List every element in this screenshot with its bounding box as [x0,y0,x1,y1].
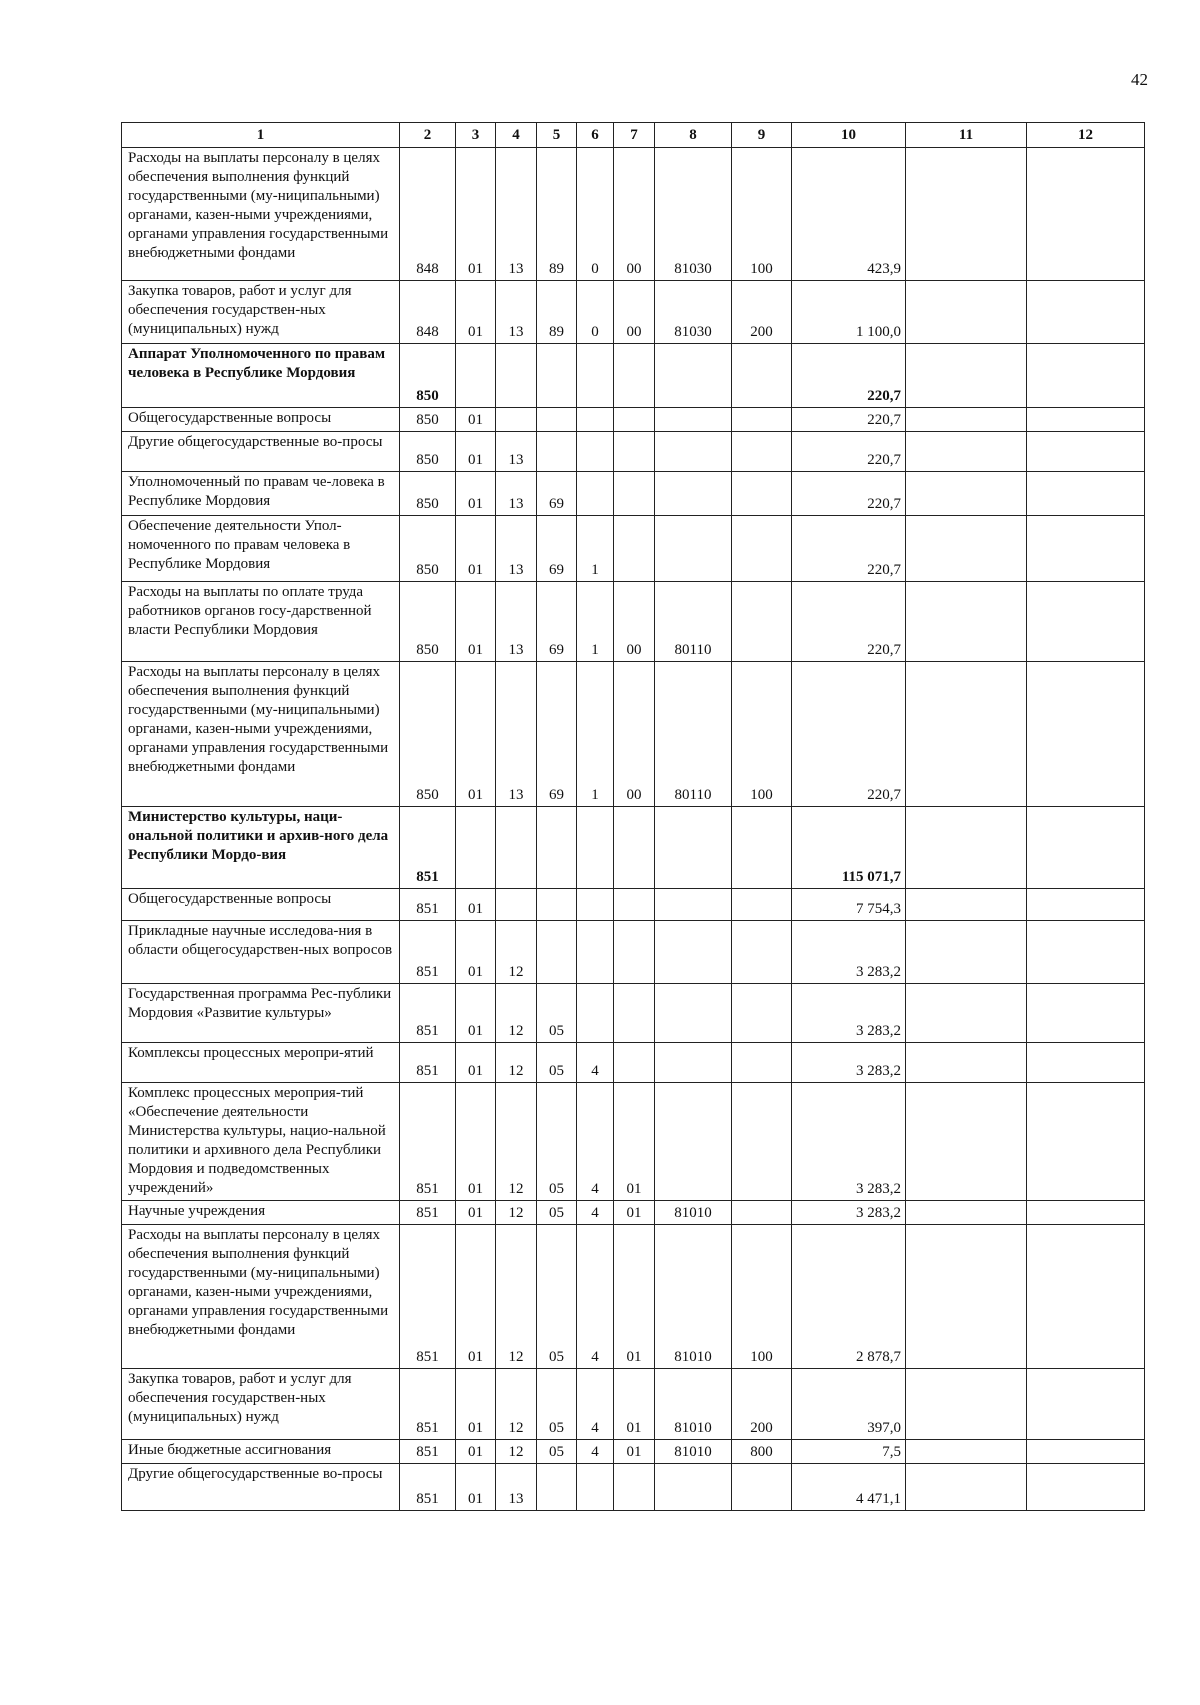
row-empty-c12 [1027,344,1145,408]
row-code-c9 [732,921,792,984]
row-code-c7 [614,432,655,472]
row-code-c9 [732,344,792,408]
row-empty-c12 [1027,1083,1145,1201]
row-code-c5: 05 [537,984,577,1043]
row-name: Комплексы процессных меропри-ятий [122,1043,400,1083]
row-code-c9 [732,1043,792,1083]
row-code-c2: 851 [400,984,456,1043]
row-amount: 423,9 [792,148,906,281]
row-code-c2: 851 [400,921,456,984]
row-code-c9: 800 [732,1440,792,1464]
row-code-c8 [655,408,732,432]
row-code-c5: 05 [537,1201,577,1225]
row-code-c3: 01 [456,472,496,516]
row-name: Другие общегосударственные во-просы [122,432,400,472]
row-name: Обеспечение деятельности Упол-номоченного по правам человека в Республике Мордовия [122,516,400,582]
row-empty-c12 [1027,408,1145,432]
row-code-c6 [577,889,614,921]
column-header: 2 [400,123,456,148]
row-code-c7 [614,807,655,889]
column-header: 1 [122,123,400,148]
row-code-c4: 12 [496,1369,537,1440]
row-code-c2: 850 [400,432,456,472]
row-amount: 220,7 [792,662,906,807]
row-empty-c12 [1027,472,1145,516]
row-empty-c11 [906,1464,1027,1511]
row-code-c4: 12 [496,1225,537,1369]
row-code-c3: 01 [456,516,496,582]
row-code-c4: 13 [496,662,537,807]
column-header: 11 [906,123,1027,148]
row-code-c3: 01 [456,1201,496,1225]
row-code-c8: 81010 [655,1440,732,1464]
table-row [122,582,1145,662]
row-code-c2: 850 [400,516,456,582]
row-code-c8 [655,889,732,921]
column-header: 9 [732,123,792,148]
row-empty-c11 [906,1201,1027,1225]
table-row [122,148,1145,281]
column-header: 10 [792,123,906,148]
row-code-c2: 848 [400,281,456,344]
row-code-c3: 01 [456,1083,496,1201]
row-amount: 220,7 [792,582,906,662]
row-name: Другие общегосударственные во-просы [122,1464,400,1511]
table-row [122,1225,1145,1369]
table-row [122,889,1145,921]
row-code-c5 [537,432,577,472]
row-amount: 3 283,2 [792,984,906,1043]
row-code-c6: 4 [577,1369,614,1440]
row-name: Комплекс процессных мероприя-тий «Обеспечение деятельности Министерства культуры, нацио-нальной политики и архивного дела Республики Мордовия и подведомственных учреждений» [122,1083,400,1201]
row-code-c8 [655,1083,732,1201]
row-name: Закупка товаров, работ и услуг для обеспечения государствен-ных (муниципальных) нужд [122,1369,400,1440]
row-code-c6: 1 [577,582,614,662]
table-row [122,344,1145,408]
row-empty-c11 [906,1083,1027,1201]
table-row [122,1440,1145,1464]
row-empty-c11 [906,408,1027,432]
row-empty-c12 [1027,1369,1145,1440]
budget-table [121,122,1145,1511]
row-code-c2: 850 [400,408,456,432]
row-code-c8: 81030 [655,148,732,281]
row-code-c5: 05 [537,1083,577,1201]
row-amount: 3 283,2 [792,1083,906,1201]
row-code-c5 [537,1464,577,1511]
row-name: Закупка товаров, работ и услуг для обеспечения государствен-ных (муниципальных) нужд [122,281,400,344]
row-code-c5: 89 [537,148,577,281]
row-name: Министерство культуры, наци-ональной политики и архив-ного дела Республики Мордо-вия [122,807,400,889]
row-code-c6 [577,344,614,408]
row-code-c6: 1 [577,662,614,807]
row-name: Научные учреждения [122,1201,400,1225]
row-code-c8 [655,516,732,582]
row-code-c4: 12 [496,1201,537,1225]
row-code-c3 [456,807,496,889]
row-code-c8: 81010 [655,1201,732,1225]
row-amount: 1 100,0 [792,281,906,344]
row-empty-c12 [1027,1440,1145,1464]
row-code-c5: 05 [537,1043,577,1083]
row-code-c5: 05 [537,1225,577,1369]
row-code-c3: 01 [456,281,496,344]
row-code-c7 [614,472,655,516]
row-code-c6 [577,807,614,889]
row-empty-c11 [906,807,1027,889]
row-code-c7 [614,889,655,921]
row-empty-c12 [1027,1464,1145,1511]
row-code-c8 [655,1043,732,1083]
table-row [122,807,1145,889]
row-code-c8 [655,344,732,408]
row-code-c4: 13 [496,148,537,281]
row-empty-c11 [906,1440,1027,1464]
row-code-c4: 12 [496,1440,537,1464]
column-header: 4 [496,123,537,148]
row-empty-c12 [1027,148,1145,281]
row-empty-c11 [906,344,1027,408]
row-amount: 2 878,7 [792,1225,906,1369]
row-code-c9: 200 [732,281,792,344]
row-code-c8 [655,921,732,984]
row-code-c4: 13 [496,516,537,582]
row-code-c5 [537,408,577,432]
row-code-c2: 851 [400,1201,456,1225]
row-amount: 3 283,2 [792,1043,906,1083]
table-row [122,1201,1145,1225]
row-code-c4: 13 [496,432,537,472]
row-code-c4 [496,344,537,408]
row-code-c9: 200 [732,1369,792,1440]
table-row [122,432,1145,472]
column-header: 12 [1027,123,1145,148]
row-code-c6 [577,984,614,1043]
row-code-c9 [732,582,792,662]
row-code-c3: 01 [456,1440,496,1464]
row-empty-c11 [906,889,1027,921]
row-amount: 397,0 [792,1369,906,1440]
row-code-c8 [655,984,732,1043]
row-code-c6: 4 [577,1201,614,1225]
row-code-c3: 01 [456,889,496,921]
row-code-c6: 0 [577,148,614,281]
table-row [122,281,1145,344]
row-code-c7: 00 [614,281,655,344]
row-code-c7 [614,1464,655,1511]
row-code-c7: 01 [614,1440,655,1464]
table-row [122,1464,1145,1511]
row-code-c2: 850 [400,662,456,807]
row-code-c7 [614,516,655,582]
row-code-c8: 81010 [655,1225,732,1369]
row-code-c5: 05 [537,1440,577,1464]
row-code-c6 [577,432,614,472]
row-empty-c12 [1027,984,1145,1043]
row-empty-c12 [1027,432,1145,472]
table-row [122,1083,1145,1201]
row-code-c9 [732,472,792,516]
table-body [122,148,1145,1511]
row-code-c9: 100 [732,662,792,807]
row-code-c5 [537,889,577,921]
row-amount: 7,5 [792,1440,906,1464]
row-code-c7: 01 [614,1083,655,1201]
row-code-c9 [732,516,792,582]
row-name: Расходы на выплаты персоналу в целях обеспечения выполнения функций государственными (му-ниципальными) органами, казен-ными учреждениями, органами управления государственными внебюджетными фондами [122,1225,400,1369]
row-code-c8: 81010 [655,1369,732,1440]
row-code-c5: 69 [537,472,577,516]
column-header: 6 [577,123,614,148]
row-code-c8 [655,432,732,472]
row-code-c3: 01 [456,582,496,662]
header-row [122,123,1145,148]
row-empty-c12 [1027,1201,1145,1225]
row-code-c2: 851 [400,1369,456,1440]
row-name: Расходы на выплаты персоналу в целях обеспечения выполнения функций государственными (му-ниципальными) органами, казен-ными учреждениями, органами управления государственными внебюджетными фондами [122,662,400,807]
row-code-c9: 100 [732,1225,792,1369]
row-amount: 220,7 [792,472,906,516]
column-header: 3 [456,123,496,148]
row-amount: 4 471,1 [792,1464,906,1511]
row-amount: 3 283,2 [792,1201,906,1225]
row-code-c4: 12 [496,921,537,984]
row-code-c4: 13 [496,472,537,516]
row-code-c3: 01 [456,1043,496,1083]
row-code-c3: 01 [456,1225,496,1369]
row-code-c7: 00 [614,582,655,662]
row-code-c4 [496,889,537,921]
row-code-c7: 01 [614,1201,655,1225]
row-code-c7 [614,408,655,432]
table-row [122,1043,1145,1083]
row-name: Расходы на выплаты персоналу в целях обеспечения выполнения функций государственными (му-ниципальными) органами, казен-ными учреждениями, органами управления государственными внебюджетными фондами [122,148,400,281]
row-amount: 115 071,7 [792,807,906,889]
row-code-c5 [537,921,577,984]
row-code-c2: 851 [400,1043,456,1083]
row-empty-c11 [906,1369,1027,1440]
row-code-c9 [732,432,792,472]
row-code-c4: 12 [496,984,537,1043]
row-code-c7 [614,344,655,408]
row-code-c2: 851 [400,889,456,921]
row-code-c4: 12 [496,1043,537,1083]
row-code-c9 [732,408,792,432]
row-empty-c11 [906,516,1027,582]
table-row [122,472,1145,516]
row-code-c7 [614,921,655,984]
row-code-c2: 851 [400,1225,456,1369]
row-amount: 220,7 [792,408,906,432]
row-amount: 7 754,3 [792,889,906,921]
page-number: 42 [1131,70,1148,89]
column-header: 8 [655,123,732,148]
row-code-c6 [577,921,614,984]
row-code-c6: 4 [577,1083,614,1201]
column-header: 5 [537,123,577,148]
row-code-c2: 851 [400,807,456,889]
row-name: Прикладные научные исследова-ния в области общегосударствен-ных вопросов [122,921,400,984]
row-empty-c12 [1027,1225,1145,1369]
row-code-c9 [732,984,792,1043]
row-code-c5: 89 [537,281,577,344]
row-empty-c12 [1027,582,1145,662]
row-code-c5: 05 [537,1369,577,1440]
column-header: 7 [614,123,655,148]
row-code-c2: 850 [400,472,456,516]
row-empty-c11 [906,432,1027,472]
row-code-c4 [496,408,537,432]
row-code-c2: 850 [400,344,456,408]
row-code-c6 [577,472,614,516]
row-amount: 220,7 [792,516,906,582]
row-code-c8: 80110 [655,582,732,662]
row-code-c6: 4 [577,1043,614,1083]
row-code-c8: 81030 [655,281,732,344]
row-code-c7 [614,1043,655,1083]
row-code-c8: 80110 [655,662,732,807]
row-code-c2: 848 [400,148,456,281]
row-code-c5 [537,344,577,408]
row-amount: 220,7 [792,432,906,472]
row-code-c6 [577,1464,614,1511]
row-code-c8 [655,807,732,889]
row-code-c9 [732,1083,792,1201]
row-code-c7: 00 [614,148,655,281]
row-code-c8 [655,472,732,516]
table-row [122,662,1145,807]
row-code-c7 [614,984,655,1043]
row-code-c2: 851 [400,1464,456,1511]
row-code-c5: 69 [537,582,577,662]
row-name: Расходы на выплаты по оплате труда работников органов госу-дарственной власти Республики Мордовия [122,582,400,662]
row-empty-c11 [906,281,1027,344]
row-empty-c12 [1027,1043,1145,1083]
row-name: Государственная программа Рес-публики Мордовия «Развитие культуры» [122,984,400,1043]
row-name: Аппарат Уполномоченного по правам человека в Республике Мордовия [122,344,400,408]
row-code-c5 [537,807,577,889]
row-code-c5: 69 [537,516,577,582]
row-code-c4: 12 [496,1083,537,1201]
row-empty-c11 [906,1043,1027,1083]
row-code-c3: 01 [456,1464,496,1511]
row-empty-c12 [1027,807,1145,889]
row-code-c6: 1 [577,516,614,582]
row-name: Общегосударственные вопросы [122,408,400,432]
row-empty-c11 [906,921,1027,984]
row-code-c5: 69 [537,662,577,807]
table-row [122,984,1145,1043]
row-code-c6 [577,408,614,432]
row-code-c9 [732,889,792,921]
row-name: Иные бюджетные ассигнования [122,1440,400,1464]
row-empty-c12 [1027,921,1145,984]
row-amount: 220,7 [792,344,906,408]
row-code-c3: 01 [456,148,496,281]
row-code-c3 [456,344,496,408]
table-row [122,516,1145,582]
row-code-c7: 00 [614,662,655,807]
row-empty-c12 [1027,281,1145,344]
row-code-c9 [732,807,792,889]
row-code-c7: 01 [614,1225,655,1369]
row-empty-c11 [906,1225,1027,1369]
row-code-c4 [496,807,537,889]
row-code-c4: 13 [496,1464,537,1511]
row-empty-c11 [906,582,1027,662]
table-row [122,408,1145,432]
row-code-c2: 851 [400,1083,456,1201]
row-code-c9 [732,1201,792,1225]
row-code-c3: 01 [456,662,496,807]
table-row [122,1369,1145,1440]
table-row [122,921,1145,984]
row-code-c6: 4 [577,1440,614,1464]
row-code-c9: 100 [732,148,792,281]
row-code-c2: 851 [400,1440,456,1464]
row-code-c2: 850 [400,582,456,662]
row-code-c3: 01 [456,432,496,472]
row-code-c4: 13 [496,281,537,344]
row-empty-c11 [906,984,1027,1043]
row-code-c7: 01 [614,1369,655,1440]
row-code-c4: 13 [496,582,537,662]
row-code-c3: 01 [456,921,496,984]
row-empty-c11 [906,472,1027,516]
row-empty-c12 [1027,889,1145,921]
row-name: Уполномоченный по правам че-ловека в Республике Мордовия [122,472,400,516]
row-empty-c11 [906,662,1027,807]
row-empty-c12 [1027,516,1145,582]
row-code-c6: 0 [577,281,614,344]
row-name: Общегосударственные вопросы [122,889,400,921]
row-code-c3: 01 [456,984,496,1043]
row-code-c6: 4 [577,1225,614,1369]
row-code-c9 [732,1464,792,1511]
row-empty-c12 [1027,662,1145,807]
row-code-c8 [655,1464,732,1511]
row-code-c3: 01 [456,408,496,432]
row-amount: 3 283,2 [792,921,906,984]
row-code-c3: 01 [456,1369,496,1440]
row-empty-c11 [906,148,1027,281]
